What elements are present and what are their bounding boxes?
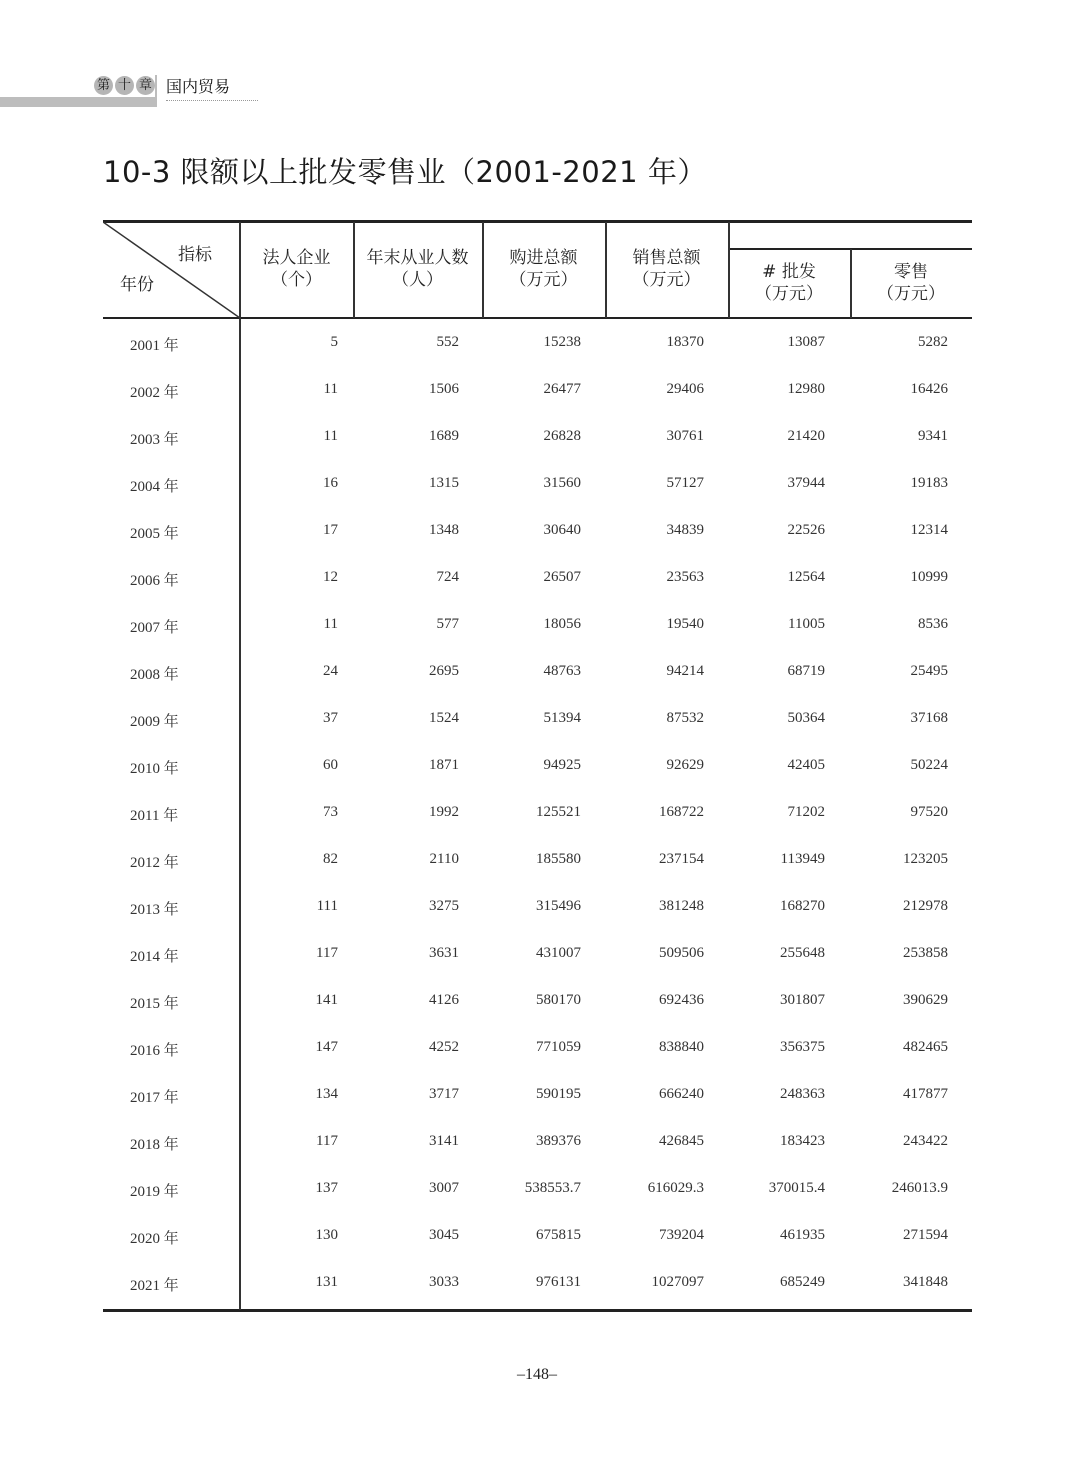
table-cell: 482465 (903, 1039, 948, 1055)
table-cell: 168722 (659, 804, 704, 820)
table-cell: 8536 (918, 616, 948, 632)
table-cell: 3631 (429, 945, 459, 961)
table-cell: 356375 (780, 1039, 825, 1055)
table-cell: 417877 (903, 1086, 948, 1102)
table-cell: 37944 (787, 475, 825, 491)
column-header-unit: （万元） (755, 284, 823, 304)
table-cell: 552 (436, 334, 459, 350)
column-header-unit: （万元） (877, 284, 945, 304)
table-cell: 11 (323, 428, 338, 444)
section-title: 国内贸易 (166, 74, 258, 101)
table-cell: 461935 (780, 1227, 825, 1243)
header-separator (155, 75, 157, 107)
corner-indicator-label: 指标 (178, 245, 212, 265)
table-cell: 3033 (429, 1274, 459, 1290)
table-cell: 243422 (903, 1133, 948, 1149)
page-number: –148– (517, 1366, 557, 1383)
table-cell: 68719 (787, 663, 825, 679)
row-year: 2008 年 (130, 667, 179, 683)
table-cell: 131 (315, 1274, 338, 1290)
table-cell: 23563 (666, 569, 704, 585)
table-cell: 26828 (543, 428, 581, 444)
table-cell: 4252 (429, 1039, 459, 1055)
table-cell: 237154 (659, 851, 704, 867)
table-cell: 26477 (543, 381, 581, 397)
table-cell: 1524 (429, 710, 459, 726)
table-cell: 509506 (659, 945, 704, 961)
table-cell: 19540 (666, 616, 704, 632)
table-cell: 34839 (666, 522, 704, 538)
table-cell: 5282 (918, 334, 948, 350)
table-cell: 212978 (903, 898, 948, 914)
table-cell: 692436 (659, 992, 704, 1008)
table-cell: 315496 (536, 898, 581, 914)
table-cell: 1027097 (651, 1274, 704, 1290)
table-cell: 724 (436, 569, 459, 585)
table-cell: 12 (323, 569, 338, 585)
table-cell: 255648 (780, 945, 825, 961)
page-title: 10-3 限额以上批发零售业（2001-2021 年） (103, 155, 707, 189)
column-header (850, 261, 972, 305)
table-cell: 381248 (659, 898, 704, 914)
table-cell: 18370 (666, 334, 704, 350)
table-cell: 97520 (910, 804, 948, 820)
table-cell: 117 (316, 945, 338, 961)
column-header (482, 247, 605, 291)
table-cell: 125521 (536, 804, 581, 820)
table-cell: 976131 (536, 1274, 581, 1290)
table-cell: 12314 (910, 522, 948, 538)
table-cell: 390629 (903, 992, 948, 1008)
chapter-label (94, 76, 155, 95)
table-cell: 1689 (429, 428, 459, 444)
column-header-unit: （个） (271, 270, 322, 290)
column-header (240, 247, 353, 291)
table-cell: 253858 (903, 945, 948, 961)
table-cell: 771059 (536, 1039, 581, 1055)
table-cell: 94214 (666, 663, 704, 679)
table-cell: 271594 (903, 1227, 948, 1243)
table-cell: 82 (323, 851, 338, 867)
table-cell: 168270 (780, 898, 825, 914)
table-cell: 616029.3 (647, 1180, 704, 1196)
column-header (728, 261, 850, 305)
table-cell: 739204 (659, 1227, 704, 1243)
row-year: 2005 年 (130, 526, 179, 542)
row-year: 2003 年 (130, 432, 179, 448)
column-header-unit: （万元） (632, 270, 701, 290)
table-cell: 431007 (536, 945, 581, 961)
table-cell: 50224 (910, 757, 948, 773)
corner-year-label: 年份 (120, 275, 154, 295)
row-year: 2021 年 (130, 1278, 179, 1294)
table-cell: 16 (323, 475, 338, 491)
row-year: 2017 年 (130, 1090, 179, 1106)
table-cell: 18056 (543, 616, 581, 632)
table-cell: 666240 (659, 1086, 704, 1102)
corner-diagonal (103, 222, 240, 318)
table-cell: 60 (323, 757, 338, 773)
table-cell: 57127 (666, 475, 704, 491)
table-cell: 3717 (429, 1086, 459, 1102)
table-cell: 183423 (780, 1133, 825, 1149)
row-year: 2015 年 (130, 996, 179, 1012)
table-cell: 12980 (787, 381, 825, 397)
table-cell: 675815 (536, 1227, 581, 1243)
table-cell: 370015.4 (768, 1180, 825, 1196)
table-cell: 426845 (659, 1133, 704, 1149)
table-cell: 11 (323, 381, 338, 397)
table-cell: 73 (323, 804, 338, 820)
table-cell: 37168 (910, 710, 948, 726)
table-cell: 50364 (787, 710, 825, 726)
header-bar (0, 97, 156, 107)
table-cell: 48763 (543, 663, 581, 679)
table-cell: 21420 (787, 428, 825, 444)
table-cell: 15238 (543, 334, 581, 350)
table-cell: 13087 (787, 334, 825, 350)
table-cell: 92629 (666, 757, 704, 773)
table-cell: 10999 (910, 569, 948, 585)
table-cell: 123205 (903, 851, 948, 867)
table-cell: 17 (323, 522, 338, 538)
table-cell: 37 (323, 710, 338, 726)
row-year: 2016 年 (130, 1043, 179, 1059)
table-cell: 5 (330, 334, 338, 350)
chapter-char: 第 (94, 76, 113, 95)
column-header-unit: （万元） (509, 270, 578, 290)
column-header-name: # 批发 (762, 262, 816, 282)
table-cell: 3275 (429, 898, 459, 914)
table-cell: 580170 (536, 992, 581, 1008)
row-year: 2004 年 (130, 479, 179, 495)
table-cell: 25495 (910, 663, 948, 679)
table-cell: 12564 (787, 569, 825, 585)
row-year: 2020 年 (130, 1231, 179, 1247)
column-header-name: 法人企业 (262, 248, 331, 268)
row-year: 2012 年 (130, 855, 179, 871)
table-cell: 246013.9 (891, 1180, 948, 1196)
table-cell: 16426 (910, 381, 948, 397)
table-cell: 685249 (780, 1274, 825, 1290)
table-cell: 3045 (429, 1227, 459, 1243)
row-year: 2013 年 (130, 902, 179, 918)
table-cell: 3141 (429, 1133, 459, 1149)
table-cell: 87532 (666, 710, 704, 726)
table-cell: 71202 (787, 804, 825, 820)
table-cell: 134 (315, 1086, 338, 1102)
table-cell: 577 (436, 616, 459, 632)
table-cell: 24 (323, 663, 338, 679)
table-cell: 3007 (429, 1180, 459, 1196)
table-cell: 2695 (429, 663, 459, 679)
table-cell: 1506 (429, 381, 459, 397)
table-cell: 389376 (536, 1133, 581, 1149)
row-year: 2001 年 (130, 338, 179, 354)
row-year: 2007 年 (130, 620, 179, 636)
table-cell: 111 (316, 898, 338, 914)
row-year: 2018 年 (130, 1137, 179, 1153)
column-header-unit: （人） (392, 270, 443, 290)
table-bottom-rule (103, 1309, 972, 1312)
table-cell: 1315 (429, 475, 459, 491)
table-cell: 29406 (666, 381, 704, 397)
table-cell: 137 (315, 1180, 338, 1196)
table-cell: 301807 (780, 992, 825, 1008)
table-cell: 838840 (659, 1039, 704, 1055)
table-cell: 30640 (543, 522, 581, 538)
table-cell: 94925 (543, 757, 581, 773)
table-cell: 2110 (429, 851, 459, 867)
table-cell: 19183 (910, 475, 948, 491)
chapter-char: 十 (115, 76, 134, 95)
row-year: 2019 年 (130, 1184, 179, 1200)
table-cell: 117 (316, 1133, 338, 1149)
table-cell: 538553.7 (524, 1180, 581, 1196)
column-header (605, 247, 728, 291)
table-cell: 185580 (536, 851, 581, 867)
table-cell: 4126 (429, 992, 459, 1008)
table-cell: 1992 (429, 804, 459, 820)
table-cell: 26507 (543, 569, 581, 585)
table-cell: 31560 (543, 475, 581, 491)
column-header-name: 年末从业人数 (366, 248, 469, 268)
table-cell: 11005 (788, 616, 825, 632)
table-cell: 22526 (787, 522, 825, 538)
column-header-name: 购进总额 (509, 248, 578, 268)
table-cell: 42405 (787, 757, 825, 773)
table-cell: 147 (315, 1039, 338, 1055)
row-year: 2014 年 (130, 949, 179, 965)
table-cell: 9341 (918, 428, 948, 444)
column-header (353, 247, 482, 291)
row-year: 2010 年 (130, 761, 179, 777)
table-cell: 141 (315, 992, 338, 1008)
row-year: 2011 年 (130, 808, 179, 824)
table-cell: 130 (315, 1227, 338, 1243)
column-header-name: 零售 (894, 262, 928, 282)
table-cell: 51394 (543, 710, 581, 726)
row-year: 2002 年 (130, 385, 179, 401)
table-cell: 1871 (429, 757, 459, 773)
row-year: 2006 年 (130, 573, 179, 589)
chapter-char: 章 (136, 76, 155, 95)
table-cell: 1348 (429, 522, 459, 538)
column-header-name: 销售总额 (632, 248, 701, 268)
table-cell: 248363 (780, 1086, 825, 1102)
table-cell: 30761 (666, 428, 704, 444)
table-cell: 11 (323, 616, 338, 632)
table-cell: 590195 (536, 1086, 581, 1102)
row-year: 2009 年 (130, 714, 179, 730)
table-cell: 341848 (903, 1274, 948, 1290)
table-cell: 113949 (780, 851, 825, 867)
